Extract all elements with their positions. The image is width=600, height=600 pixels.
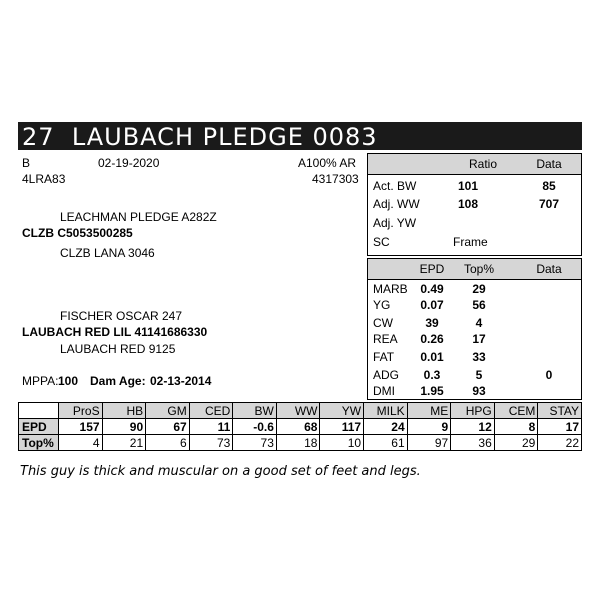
trait-header: MILK (364, 403, 408, 419)
epd-header: EPD (419, 262, 445, 276)
dam-sire: FISCHER OSCAR 247 (60, 309, 183, 323)
mppa-label: MPPA: (22, 374, 59, 388)
epd-cell: 17 (538, 419, 582, 435)
carcass-row-epd: 0.26 (420, 332, 444, 346)
lot-number: 27 (22, 123, 55, 151)
top-percent-cell: 22 (538, 435, 582, 451)
top-percent-row (19, 435, 582, 451)
ratio-panel (367, 153, 582, 256)
carcass-row-label: CW (373, 316, 393, 330)
carcass-row-data: 0 (545, 368, 553, 382)
ratio-row-data: 85 (542, 179, 556, 193)
top-percent-cell: 73 (233, 435, 277, 451)
data-header: Data (536, 157, 562, 171)
epd-cell: 117 (320, 419, 364, 435)
top-percent-row-label: Top% (19, 435, 59, 451)
ratio-row-label: Adj. YW (373, 216, 417, 230)
frame-label: Frame (453, 235, 488, 249)
epd-cell: 67 (146, 419, 190, 435)
epd-cell: 68 (276, 419, 320, 435)
carcass-row-top: 93 (472, 384, 486, 398)
trait-header: GM (146, 403, 190, 419)
data-header: Data (536, 262, 562, 276)
ratio-row-ratio: 101 (457, 179, 479, 193)
carcass-row-epd: 0.3 (423, 368, 441, 382)
trait-header: CED (189, 403, 233, 419)
trait-header: HB (102, 403, 146, 419)
carcass-row-epd: 0.01 (420, 350, 444, 364)
trait-header: ProS (59, 403, 103, 419)
epd-table (18, 402, 582, 451)
trait-header: STAY (538, 403, 582, 419)
carcass-row-epd: 0.07 (420, 298, 444, 312)
epd-cell: 9 (407, 419, 451, 435)
tattoo: 4LRA83 (22, 172, 66, 186)
trait-header: WW (276, 403, 320, 419)
top-percent-cell: 18 (276, 435, 320, 451)
carcass-row-label: MARB (373, 282, 408, 296)
animal-name: LAUBACH PLEDGE 0083 (71, 123, 378, 151)
carcass-row-label: YG (373, 298, 391, 312)
top-percent-cell: 6 (146, 435, 190, 451)
epd-table-header-row (19, 403, 582, 419)
epd-cell: 90 (102, 419, 146, 435)
breed: A100% AR (298, 156, 357, 170)
carcass-panel (367, 258, 582, 400)
carcass-row-top: 29 (472, 282, 486, 296)
carcass-row-top: 33 (472, 350, 486, 364)
carcass-row-label: FAT (373, 350, 395, 364)
top-percent-cell: 97 (407, 435, 451, 451)
trait-header: CEM (494, 403, 538, 419)
corner-cell (19, 403, 59, 419)
ratio-row-ratio: 108 (457, 197, 479, 211)
top-percent-cell: 29 (494, 435, 538, 451)
top-percent-header: Top% (463, 262, 495, 276)
ratio-row-label: Act. BW (373, 179, 417, 193)
comment: This guy is thick and muscular on a good set of feet and legs. (20, 464, 421, 479)
carcass-row-epd: 39 (425, 316, 439, 330)
ratio-row-label: Adj. WW (373, 197, 420, 211)
mppa-value: 100 (58, 374, 79, 388)
carcass-row-label: ADG (373, 368, 400, 382)
carcass-row-epd: 1.95 (420, 384, 444, 398)
top-percent-cell: 73 (189, 435, 233, 451)
epd-cell: 24 (364, 419, 408, 435)
birth-date: 02-19-2020 (98, 156, 160, 170)
sire-sire: LEACHMAN PLEDGE A282Z (60, 210, 217, 224)
sex: B (22, 156, 31, 170)
dam-age-value: 02-13-2014 (150, 374, 212, 388)
sire: CLZB C5053500285 (22, 226, 133, 240)
epd-cell: 157 (59, 419, 103, 435)
carcass-row-label: REA (373, 332, 398, 346)
carcass-row-epd: 0.49 (420, 282, 444, 296)
top-percent-cell: 36 (451, 435, 495, 451)
carcass-row-top: 5 (475, 368, 483, 382)
dam: LAUBACH RED LIL 41141686330 (22, 325, 208, 339)
epd-cell: 12 (451, 419, 495, 435)
carcass-row-top: 56 (472, 298, 486, 312)
carcass-row-label: DMI (373, 384, 395, 398)
top-percent-cell: 21 (102, 435, 146, 451)
top-percent-cell: 4 (59, 435, 103, 451)
epd-row (19, 419, 582, 435)
epd-row-label: EPD (19, 419, 59, 435)
trait-header: BW (233, 403, 277, 419)
ratio-row-label: SC (373, 235, 390, 249)
trait-header: ME (407, 403, 451, 419)
trait-header: YW (320, 403, 364, 419)
dam-dam: LAUBACH RED 9125 (60, 342, 176, 356)
epd-cell: 8 (494, 419, 538, 435)
epd-cell: 11 (189, 419, 233, 435)
top-percent-cell: 61 (364, 435, 408, 451)
ratio-header: Ratio (468, 157, 497, 171)
ratio-row-data: 707 (538, 197, 560, 211)
lot-title (22, 122, 378, 150)
carcass-row-top: 4 (475, 316, 483, 330)
dam-age-label: Dam Age: (90, 374, 146, 388)
carcass-row-top: 17 (472, 332, 486, 346)
top-percent-cell: 10 (320, 435, 364, 451)
registration-number: 4317303 (312, 172, 359, 186)
trait-header: HPG (451, 403, 495, 419)
epd-cell: -0.6 (233, 419, 277, 435)
sire-dam: CLZB LANA 3046 (60, 246, 155, 260)
